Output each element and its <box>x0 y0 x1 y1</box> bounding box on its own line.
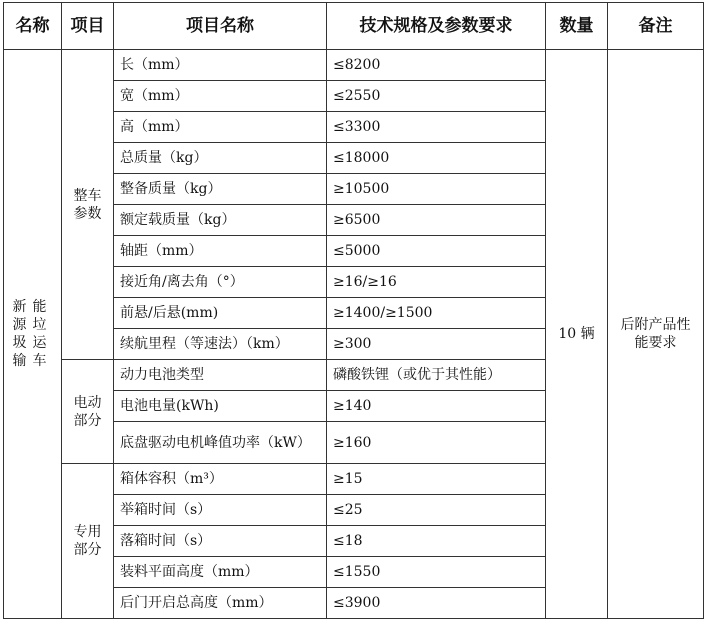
item-cell: 前悬/后悬(mm) <box>114 298 327 329</box>
item-cell: 后门开启总高度（mm） <box>114 588 327 619</box>
item-cell: 箱体容积（m³） <box>114 464 327 495</box>
item-cell: 整备质量（kg） <box>114 174 327 205</box>
item-cell: 续航里程（等速法）（km） <box>114 329 327 360</box>
spec-cell: ≥160 <box>327 422 546 464</box>
item-cell: 轴距（mm） <box>114 236 327 267</box>
table-row <box>4 50 704 81</box>
item-cell: 接近角/离去角（°） <box>114 267 327 298</box>
vehicle-name: 新能源垃圾运输车 <box>4 50 62 619</box>
spec-cell: ≥1400/≥1500 <box>327 298 546 329</box>
header-spec: 技术规格及参数要求 <box>327 3 546 50</box>
item-cell: 举箱时间（s） <box>114 495 327 526</box>
category-cell: 电动部分 <box>62 360 114 464</box>
item-cell: 总质量（kg） <box>114 143 327 174</box>
header-remark: 备注 <box>608 3 704 50</box>
spec-cell: ≤1550 <box>327 557 546 588</box>
item-cell: 额定载质量（kg） <box>114 205 327 236</box>
category-cell: 专用部分 <box>62 464 114 619</box>
item-cell: 长（mm） <box>114 50 327 81</box>
spec-cell: ≤18000 <box>327 143 546 174</box>
item-cell: 落箱时间（s） <box>114 526 327 557</box>
spec-cell: ≥300 <box>327 329 546 360</box>
header-row <box>4 3 704 50</box>
quantity-cell: 10 辆 <box>546 50 608 619</box>
header-quantity: 数量 <box>546 3 608 50</box>
header-name: 名称 <box>4 3 62 50</box>
item-cell: 高（mm） <box>114 112 327 143</box>
item-cell: 宽（mm） <box>114 81 327 112</box>
spec-cell: ≤2550 <box>327 81 546 112</box>
spec-cell: 磷酸铁锂（或优于其性能） <box>327 360 546 391</box>
item-cell: 电池电量(kWh) <box>114 391 327 422</box>
spec-cell: ≤3900 <box>327 588 546 619</box>
spec-cell: ≤5000 <box>327 236 546 267</box>
spec-cell: ≤8200 <box>327 50 546 81</box>
spec-cell: ≤25 <box>327 495 546 526</box>
spec-table <box>3 2 704 619</box>
spec-cell: ≤18 <box>327 526 546 557</box>
spec-cell: ≥15 <box>327 464 546 495</box>
remark-cell: 后附产品性能要求 <box>608 50 704 619</box>
spec-cell: ≥6500 <box>327 205 546 236</box>
category-cell: 整车参数 <box>62 50 114 360</box>
spec-cell: ≤3300 <box>327 112 546 143</box>
header-item-name: 项目名称 <box>114 3 327 50</box>
header-category: 项目 <box>62 3 114 50</box>
spec-cell: ≥140 <box>327 391 546 422</box>
item-cell: 装料平面高度（mm） <box>114 557 327 588</box>
spec-cell: ≥16/≥16 <box>327 267 546 298</box>
item-cell: 动力电池类型 <box>114 360 327 391</box>
spec-cell: ≥10500 <box>327 174 546 205</box>
item-cell: 底盘驱动电机峰值功率（kW） <box>114 422 327 464</box>
